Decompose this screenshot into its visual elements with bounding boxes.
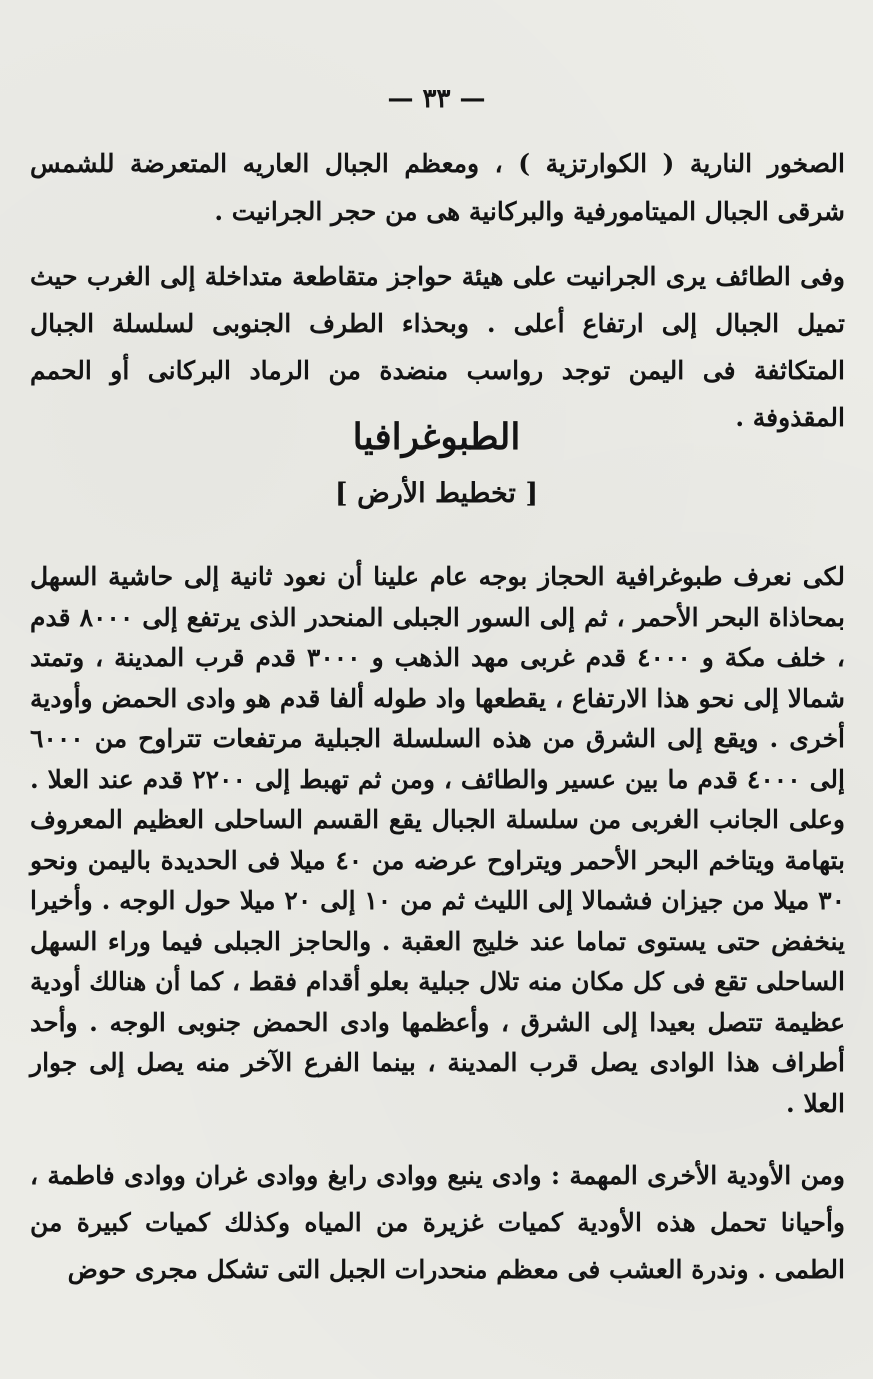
paragraph-text: وفى الطائف يرى الجرانيت على هيئة حواجز متقاطعة متداخلة إلى الغرب حيث تميل الجبال إلى ارتفاع أعلى . وبحذاء الطرف الجنوبى لسلسلة الجبال المتكاثفة فى اليمن توجد رواسب منضدة من الرماد البركانى أو الحمم المقذوفة . — [30, 262, 845, 432]
section-heading: الطبوغرافيا — [352, 416, 521, 458]
section-subheading: [ تخطيط الأرض ] — [334, 478, 539, 509]
paragraph-text: لكى نعرف طبوغرافية الحجاز بوجه عام علينا أن نعود ثانية إلى حاشية السهل بمحاذاة البحر الأحمر ، ثم إلى السور الجبلى المنحدر الذى يرتفع إلى ٨٠٠٠ قدم ، خلف مكة و ٤٠٠٠ قدم غربى مهد الذهب و ٣٠٠٠ قدم قرب المدينة ، وتمتد شمالا إلى نحو هذا الارتفاع ، يقطعها واد طوله ألفا قدم هو وادى الحمض وأودية أخرى . ويقع إلى الشرق من هذه السلسلة الجبلية مرتفعات تتراوح من ٦٠٠٠ إلى ٤٠٠٠ قدم ما بين عسير والطائف ، ومن ثم تهبط إلى ٢٢٠٠ قدم عند العلا . وعلى الجانب الغربى من سلسلة الجبال يقع القسم الساحلى العظيم المعروف بتهامة ويتاخم البحر الأحمر ويتراوح عرضه من ٤٠ ميلا فى الحديدة باليمن ونحو ٣٠ ميلا من جيزان فشمالا إلى الليث ثم من ١٠ إلى ٢٠ ميلا حول الوجه . وأخيرا ينخفض حتى يستوى تماما عند خليج العقبة . والحاجز الجبلى فيما وراء السهل الساحلى تقع فى كل مكان منه تلال جبلية بعلو أقدام فقط ، كما أن هنالك أودية عظيمة تتصل بعيدا إلى الشرق ، وأعظمها وادى الحمض جنوبى الوجه . وأحد أطراف هذا الوادى يصل قرب المدينة ، بينما الفرع الآخر منه يصل إلى جوار العلا . — [30, 562, 846, 1118]
page-number: — ٣٣ — — [387, 84, 486, 114]
paragraph-other-valleys — [30, 1152, 845, 1293]
paragraph-igneous-rocks — [30, 140, 845, 236]
paragraph-text: الصخور النارية ( الكوارتزية ) ، ومعظم الجبال العاريه المتعرضة للشمس شرقى الجبال الميتامورفية والبركانية هى من حجر الجرانيت . — [30, 149, 845, 226]
paragraph-taif-granite — [30, 253, 845, 441]
paragraph-text: ومن الأودية الأخرى المهمة : وادى ينبع ووادى رابغ ووادى غران ووادى فاطمة ، وأحيانا تحمل هذه الأودية كميات غزيرة من المياه وكذلك كميات كبيرة من الطمى . وندرة العشب فى معظم منحدرات الجبل التى تشكل مجرى حوض — [30, 1161, 845, 1284]
paragraph-hijaz-topography — [30, 557, 845, 1124]
